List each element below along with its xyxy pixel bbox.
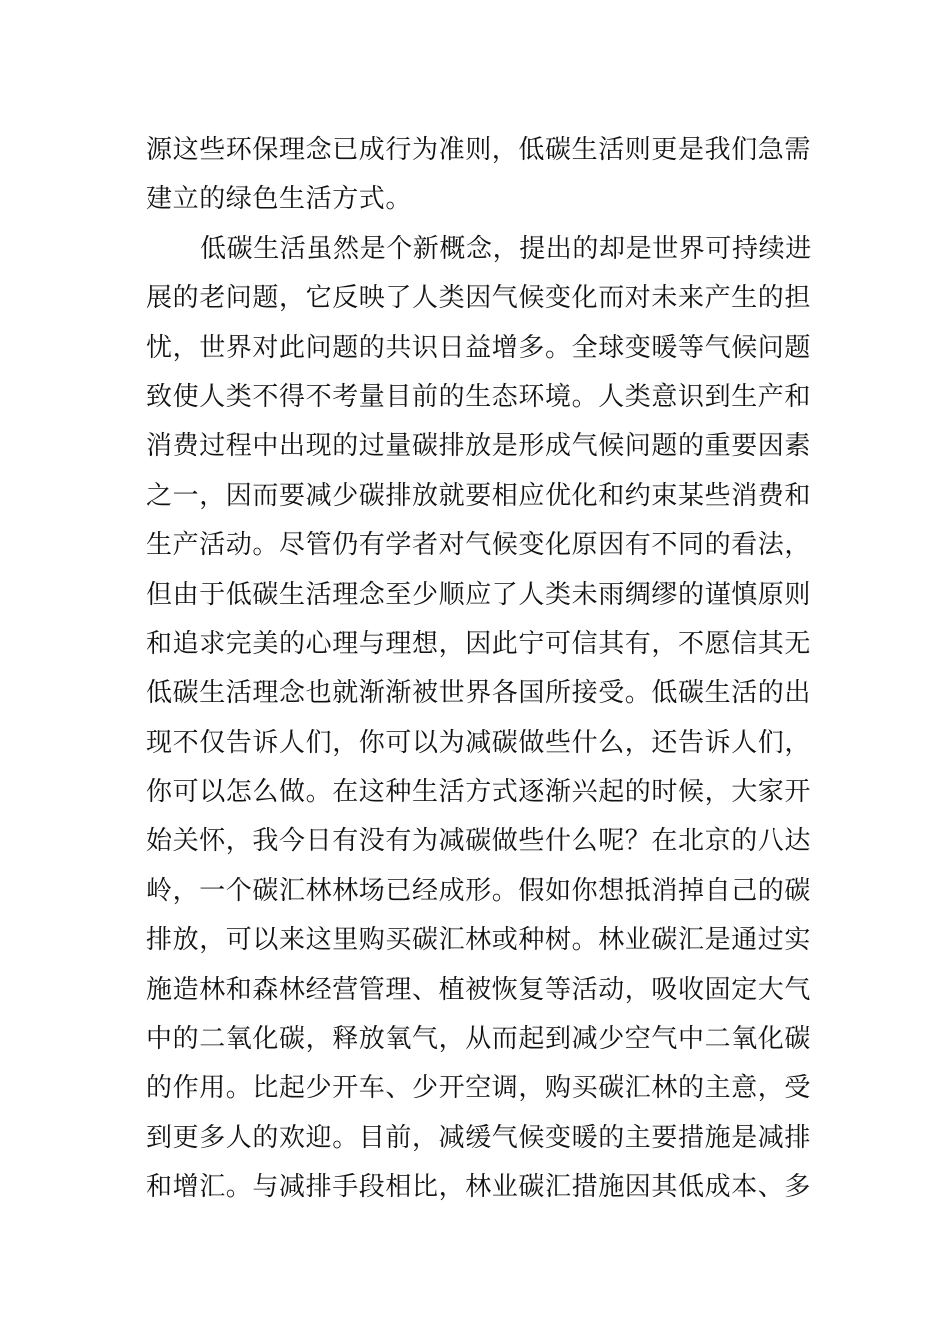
text-line: 你可以怎么做。在这种生活方式逐渐兴起的时候，大家开 bbox=[146, 777, 812, 808]
text-line: 消费过程中出现的过量碳排放是形成气候问题的重要因素 bbox=[146, 431, 812, 462]
text-line: 岭，一个碳汇林林场已经成形。假如你想抵消掉自己的碳 bbox=[146, 875, 812, 906]
text-line: 建立的绿色生活方式。 bbox=[146, 184, 413, 215]
paragraph-start-line: 低碳生活虽然是个新概念，提出的却是世界可持续进 bbox=[200, 233, 812, 264]
body-text bbox=[146, 126, 816, 1213]
text-line: 之一，因而要减少碳排放就要相应优化和约束某些消费和 bbox=[146, 480, 812, 511]
text-line: 排放，可以来这里购买碳汇林或种树。林业碳汇是通过实 bbox=[146, 925, 812, 956]
text-line: 到更多人的欢迎。目前，减缓气候变暖的主要措施是减排 bbox=[146, 1122, 812, 1153]
text-line: 低碳生活理念也就渐渐被世界各国所接受。低碳生活的出 bbox=[146, 678, 812, 709]
text-line: 始关怀，我今日有没有为减碳做些什么呢？在北京的八达 bbox=[146, 826, 812, 857]
text-line: 和追求完美的心理与理想，因此宁可信其有，不愿信其无 bbox=[146, 628, 812, 659]
text-line: 源这些环保理念已成行为准则，低碳生活则更是我们急需 bbox=[146, 135, 812, 165]
text-line: 施造林和森林经营管理、植被恢复等活动，吸收固定大气 bbox=[146, 974, 812, 1005]
text-line: 现不仅告诉人们，你可以为减碳做些什么，还告诉人们， bbox=[146, 727, 812, 758]
text-line: 生产活动。尽管仍有学者对气候变化原因有不同的看法， bbox=[146, 530, 812, 561]
text-line: 中的二氧化碳，释放氧气，从而起到减少空气中二氧化碳 bbox=[146, 1024, 812, 1055]
text-line: 的作用。比起少开车、少开空调，购买碳汇林的主意，受 bbox=[146, 1073, 812, 1104]
text-line: 但由于低碳生活理念至少顺应了人类未雨绸缪的谨慎原则 bbox=[146, 579, 812, 610]
text-line: 致使人类不得不考量目前的生态环境。人类意识到生产和 bbox=[146, 381, 812, 412]
text-line: 和增汇。与减排手段相比，林业碳汇措施因其低成本、多 bbox=[146, 1172, 812, 1203]
text-line: 展的老问题，它反映了人类因气候变化而对未来产生的担 bbox=[146, 283, 812, 314]
text-line: 忧，世界对此问题的共识日益增多。全球变暖等气候问题 bbox=[146, 332, 812, 363]
